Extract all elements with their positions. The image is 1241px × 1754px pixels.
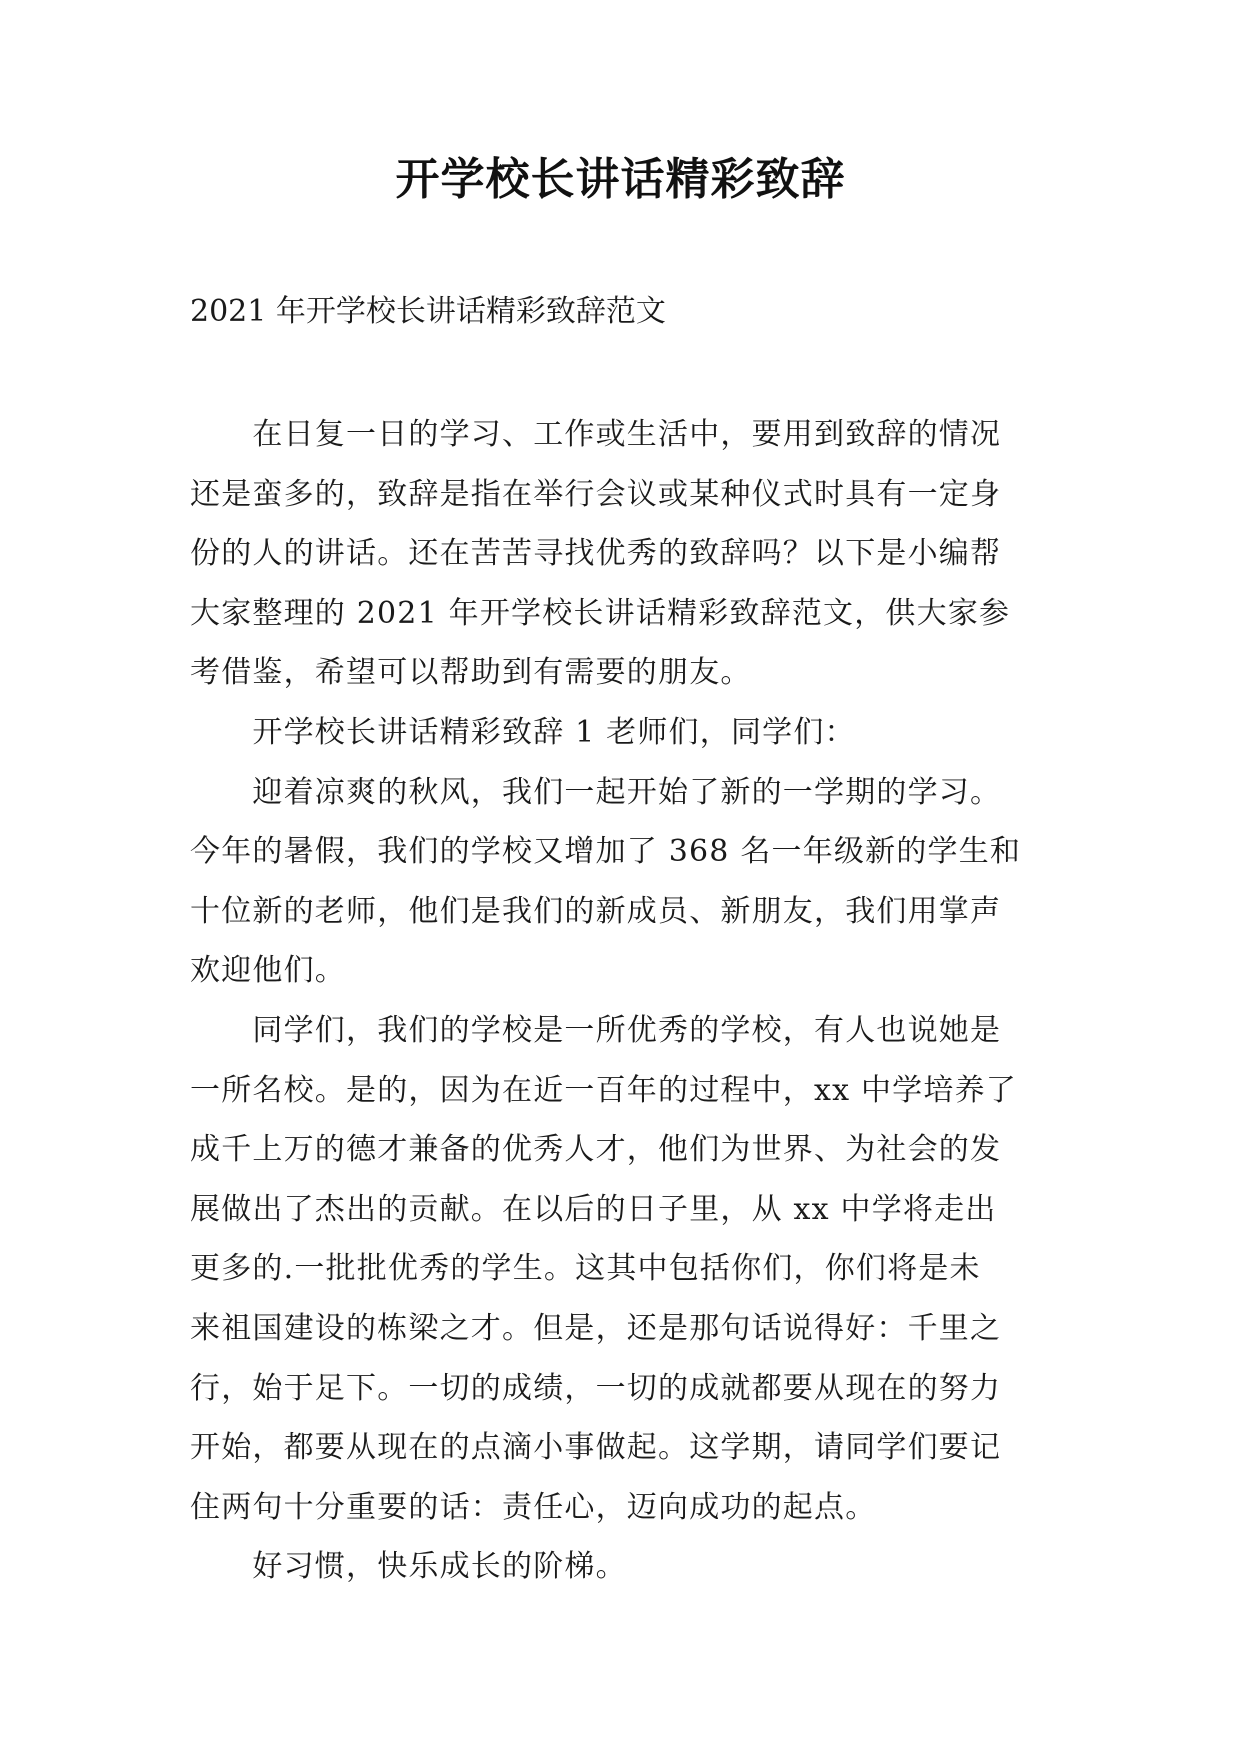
body-line: 在日复一日的学习、工作或生活中，要用到致辞的情况	[190, 417, 1002, 452]
body-line: 成千上万的德才兼备的优秀人才，他们为世界、为社会的发	[190, 1132, 1002, 1168]
body-line: 份的人的讲话。还在苦苦寻找优秀的致辞吗？以下是小编帮	[190, 536, 1002, 572]
body-line: 展做出了杰出的贡献。在以后的日子里，从 xx 中学将走出	[190, 1191, 997, 1227]
body-line: 大家整理的 2021 年开学校长讲话精彩致辞范文，供大家参	[190, 595, 1011, 631]
body-line: 开始，都要从现在的点滴小事做起。这学期，请同学们要记	[190, 1430, 1002, 1466]
body-line: 住两句十分重要的话：责任心，迈向成功的起点。	[190, 1489, 877, 1525]
body-line: 还是蛮多的，致辞是指在举行会议或某种仪式时具有一定身	[190, 476, 1002, 512]
body-line: 好习惯，快乐成长的阶梯。	[190, 1549, 627, 1585]
document-body	[190, 405, 1050, 1597]
body-line: 十位新的老师，他们是我们的新成员、新朋友，我们用掌声	[190, 893, 1002, 929]
body-line: 考借鉴，希望可以帮助到有需要的朋友。	[190, 655, 752, 691]
body-line: 行，始于足下。一切的成绩，一切的成就都要从现在的努力	[190, 1370, 1002, 1406]
document-subtitle: 2021 年开学校长讲话精彩致辞范文	[190, 294, 666, 329]
body-line: 来祖国建设的栋梁之才。但是，还是那句话说得好：千里之	[190, 1310, 1002, 1346]
body-line: 欢迎他们。	[190, 953, 346, 989]
body-line: 迎着凉爽的秋风，我们一起开始了新的一学期的学习。	[190, 774, 1002, 810]
body-line: 今年的暑假，我们的学校又增加了 368 名一年级新的学生和	[190, 834, 1022, 870]
body-line: 同学们，我们的学校是一所优秀的学校，有人也说她是	[190, 1012, 1002, 1048]
body-line: 更多的.一批批优秀的学生。这其中包括你们，你们将是未	[190, 1251, 981, 1287]
body-line: 一所名校。是的，因为在近一百年的过程中，xx 中学培养了	[190, 1072, 1017, 1108]
body-line: 开学校长讲话精彩致辞 1 老师们，同学们：	[190, 714, 856, 750]
document-title: 开学校长讲话精彩致辞	[395, 154, 846, 205]
